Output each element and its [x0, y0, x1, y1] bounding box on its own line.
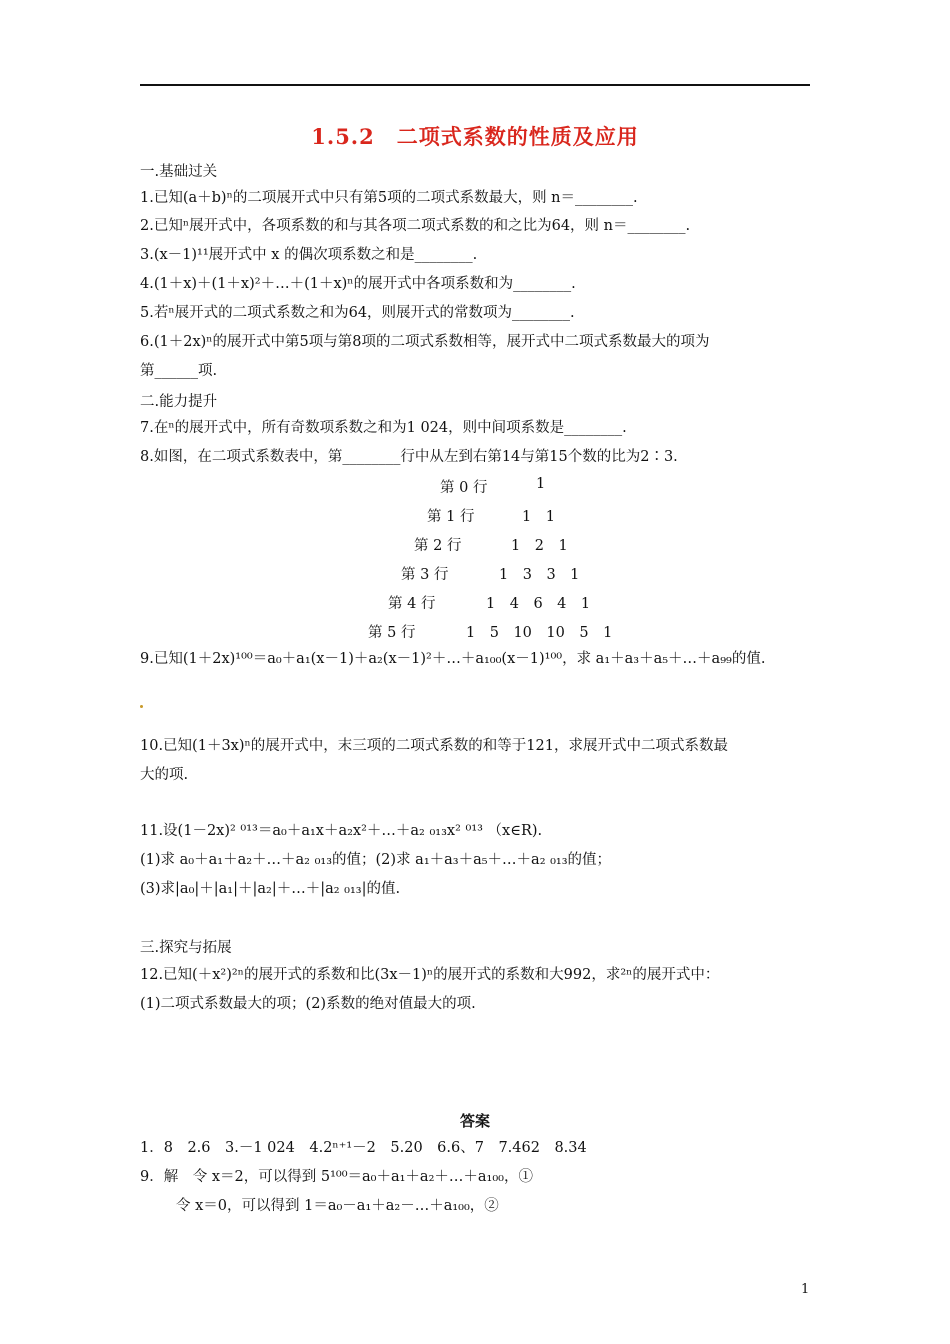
section-heading-extension: 三.探究与拓展 — [140, 940, 232, 956]
problem-11-line-1: 11.设(1－2x)² ⁰¹³＝a₀＋a₁x＋a₂x²＋…＋a₂ ₀₁₃x² ⁰¹³ （x∈R). — [140, 823, 543, 839]
triangle-row-label: 第 5 行 — [368, 625, 416, 641]
section-heading-advanced: 二.能力提升 — [140, 394, 218, 410]
problem-12-line-1: 12.已知(＋x²)²ⁿ的展开式的系数和比(3x－1)ⁿ的展开式的系数和大992，求²ⁿ的展开式中： — [140, 967, 720, 983]
answer-line-3: 令 x＝0，可以得到 1＝a₀－a₁＋a₂－…＋a₁₀₀，② — [176, 1198, 499, 1214]
problem-7: 7.在ⁿ的展开式中，所有奇数项系数之和为1 024，则中间项系数是________. — [140, 420, 627, 436]
problem-3: 3.(x－1)¹¹展开式中 x 的偶次项系数之和是________. — [140, 247, 478, 263]
triangle-row-values: 1 2 1 — [511, 538, 568, 554]
problem-5: 5.若ⁿ展开式的二项式系数之和为64，则展开式的常数项为________. — [140, 305, 575, 321]
answer-line-2: 9．解 令 x＝2，可以得到 5¹⁰⁰＝a₀＋a₁＋a₂＋…＋a₁₀₀，① — [140, 1169, 533, 1185]
stray-mark — [140, 705, 143, 708]
triangle-row-values: 1 3 3 1 — [499, 567, 580, 583]
problem-11-line-3: (3)求|a₀|＋|a₁|＋|a₂|＋…＋|a₂ ₀₁₃|的值. — [140, 881, 401, 897]
triangle-row-values: 1 — [536, 476, 546, 492]
problem-6-line-1: 6.(1＋2x)ⁿ的展开式中第5项与第8项的二项式系数相等，展开式中二项式系数最大的项为 — [140, 334, 710, 350]
triangle-row-label: 第 4 行 — [388, 596, 436, 612]
triangle-row-label: 第 0 行 — [440, 480, 488, 496]
problem-9: 9.已知(1＋2x)¹⁰⁰＝a₀＋a₁(x－1)＋a₂(x－1)²＋…＋a₁₀₀(x－1)¹⁰⁰，求 a₁＋a₃＋a₅＋…＋a₉₉的值. — [140, 651, 766, 667]
problem-8: 8.如图，在二项式系数表中，第________行中从左到右第14与第15个数的比为2∶3. — [140, 449, 678, 465]
triangle-row-values: 1 1 — [522, 509, 555, 525]
triangle-row-label: 第 2 行 — [414, 538, 462, 554]
triangle-row-label: 第 3 行 — [401, 567, 449, 583]
answers-heading: 答案 — [459, 1112, 490, 1130]
problem-12-line-2: (1)二项式系数最大的项；(2)系数的绝对值最大的项. — [140, 996, 476, 1012]
page-title: 1.5.2 二项式系数的性质及应用 — [311, 124, 639, 149]
section-heading-basic: 一.基础过关 — [140, 164, 218, 180]
problem-6-line-2: 第______项. — [140, 363, 218, 379]
triangle-row-values: 1 5 10 10 5 1 — [466, 625, 613, 641]
problem-4: 4.(1＋x)＋(1＋x)²＋…＋(1＋x)ⁿ的展开式中各项系数和为________. — [140, 276, 576, 292]
problem-10-line-2: 大的项. — [140, 767, 189, 783]
triangle-row-values: 1 4 6 4 1 — [486, 596, 591, 612]
answer-line-1: 1．8 2.6 3.－1 024 4.2ⁿ⁺¹－2 5.20 6.6、7 7.462 8.34 — [140, 1140, 587, 1156]
problem-1: 1.已知(a＋b)ⁿ的二项展开式中只有第5项的二项式系数最大，则 n＝________. — [140, 190, 638, 206]
problem-2: 2.已知ⁿ展开式中，各项系数的和与其各项二项式系数的和之比为64，则 n＝________. — [140, 218, 691, 234]
problem-10-line-1: 10.已知(1＋3x)ⁿ的展开式中，末三项的二项式系数的和等于121，求展开式中二项式系数最 — [140, 738, 728, 754]
page-number: 1 — [801, 1282, 810, 1297]
header-rule — [140, 84, 810, 86]
triangle-row-label: 第 1 行 — [427, 509, 475, 525]
problem-11-line-2: (1)求 a₀＋a₁＋a₂＋…＋a₂ ₀₁₃的值；(2)求 a₁＋a₃＋a₅＋…＋a₂ ₀₁₃的值； — [140, 852, 612, 868]
